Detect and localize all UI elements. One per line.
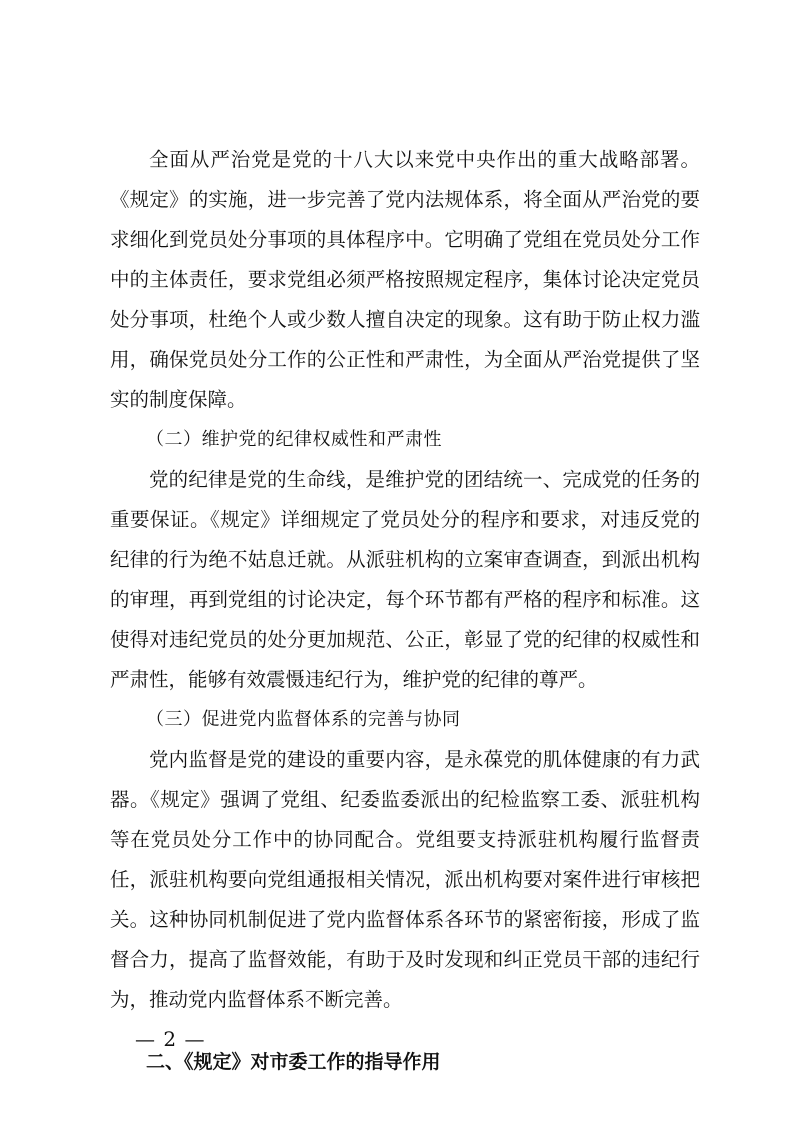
paragraph-internal-supervision: 党内监督是党的建设的重要内容，是永葆党的肌体健康的有力武器。《规定》强调了党组、纪委监委派出的纪检监察工委、派驻机构等在党员处分工作中的协同配合。党组要支持派驻机构履行监督责任，派驻机构要向党组通报相关情况，派出机构要对案件进行审核把关。这种协同机制促进了党内监督体系各环节的紧密衔接，形成了监督合力，提高了监督效能，有助于及时发现和纠正党员干部的违纪行为，推动党内监督体系不断完善。 xyxy=(110,748,700,1011)
paragraph-party-discipline: 党的纪律是党的生命线，是维护党的团结统一、完成党的任务的重要保证。《规定》详细规定了党员处分的程序和要求，对违反党的纪律的行为绝不姑息迁就。从派驻机构的立案审查调查，到派出机构的审理，再到党组的讨论决定，每个环节都有严格的程序和标准。这使得对违纪党员的处分更加规范、公正，彰显了党的纪律的权威性和严肃性，能够有效震慑违纪行为，维护党的纪律的尊严。 xyxy=(110,468,700,691)
subheading-supervision-system: （三）促进党内监督体系的完善与协同 xyxy=(146,709,461,730)
subheading-discipline-authority: （二）维护党的纪律权威性和严肃性 xyxy=(146,429,442,450)
paragraph-strict-governance: 全面从严治党是党的十八大以来党中央作出的重大战略部署。《规定》的实施，进一步完善了党内法规体系，将全面从严治党的要求细化到党员处分事项的具体程序中。它明确了党组在党员处分工作中的主体责任，要求党组必须严格按照规定程序，集体讨论决定党员处分事项，杜绝个人或少数人擅自决定的现象。这有助于防止权力滥用，确保党员处分工作的公正性和严肃性，为全面从严治党提供了坚实的制度保障。 xyxy=(110,148,700,411)
page-number: — 2 — xyxy=(135,1027,206,1051)
document-body xyxy=(110,140,700,1082)
section-heading-guidance: 二、《规定》对市委工作的指导作用 xyxy=(146,1051,441,1073)
